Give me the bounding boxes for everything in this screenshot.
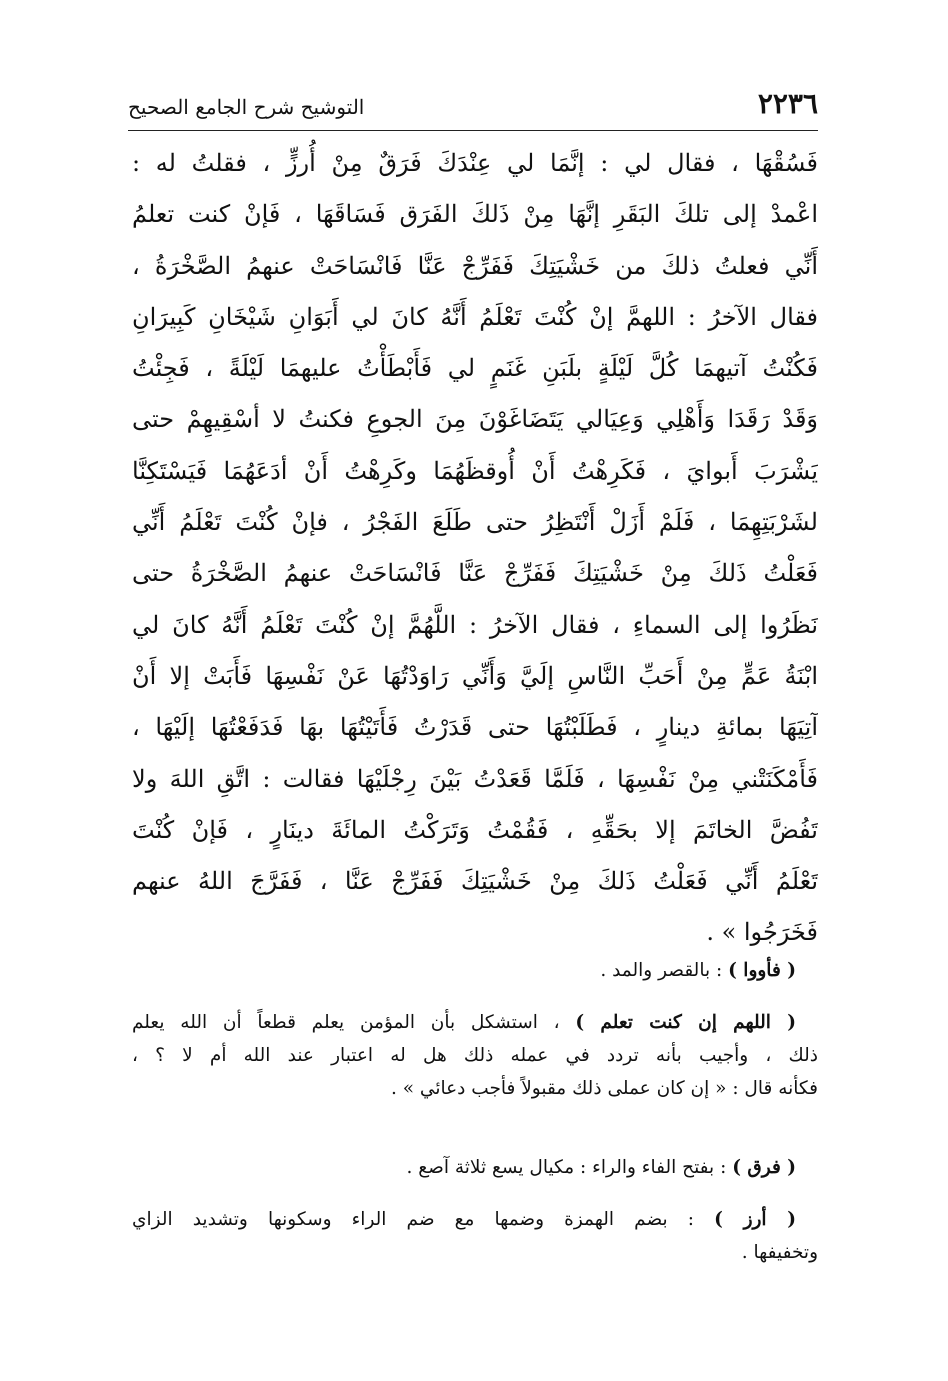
hadith-line: فَكُنْتُ آتيهمَا كُلَّ لَيْلَةٍ بلَبَنِ غَنَمٍ لي فَأَبْطَأْتُ عليهمَا لَيْلَةً ، فَجِئْتُ bbox=[132, 354, 818, 383]
note-text: ، استشكل بأن المؤمن يعلم قطعاً أن الله يعلم bbox=[132, 1012, 560, 1033]
note-text: : بضم الهمزة وضمها مع ضم الراء وسكونها وتشديد الزاي bbox=[132, 1209, 695, 1230]
commentary-note-fawaw bbox=[132, 954, 818, 987]
note-term: ( فرق ) bbox=[732, 1157, 796, 1178]
hadith-line: اعْمدْ إلى تلكَ البَقَرِ إنَّهَا مِنْ ذَلكَ الفَرَق فَسَاقَهَا ، فَإنْ كنت تعلمُ bbox=[132, 200, 818, 229]
hadith-line: أَنِّي فعلتُ ذلكَ من خَشْيَتِكَ فَفَرِّجْ عَنَّا فَانْسَاحَتْ عنهمُ الصَّخْرَةُ ، bbox=[132, 251, 818, 280]
note-term: ( أرز ) bbox=[714, 1209, 796, 1230]
note-term: ( فأووا ) bbox=[728, 960, 796, 981]
commentary-note-allahumma bbox=[132, 1006, 818, 1105]
hadith-line: وَقَدْ رَقَدَا وَأَهْلِي وَعِيَالي يَتَضَاغَوْنَ مِنَ الجوعِ فكنتُ لا أسْقِيهِمْ حتى bbox=[132, 405, 818, 434]
hadith-line: آتِيَهَا بمائةِ دينارٍ ، فَطَلَبْتُهَا حتى قَدَرْتُ فَأَتَيْتُهَا بهَا فَدَفَعْتُهَا إلَيْهَا ، bbox=[132, 713, 818, 742]
note-line: فكأنه قال : « إن كان عملى ذلك مقبولاً فأجب دعائي » . bbox=[390, 1078, 818, 1099]
hadith-line: تَفُضَّ الخاتَمَ إلا بحَقِّهِ ، فَقُمْتُ وَتَرَكْتُ المائَةَ دينَارٍ ، فَإنْ كُنْتَ bbox=[132, 815, 818, 844]
note-term: ( اللهم إن كنت تعلم ) bbox=[575, 1012, 796, 1033]
note-line: ذلك ، وأجيب بأنه تردد في عمله ذلك هل له اعتبار عند الله أم لا ؟ ، bbox=[132, 1045, 818, 1066]
hadith-line: فَسُقْهَا ، فقال لي : إنَّمَا لي عِنْدَكَ فَرَقٌ مِنْ أُرزٍّ ، فقلتُ له : bbox=[132, 149, 818, 177]
note-line: وتخفيفها . bbox=[741, 1242, 818, 1263]
page-header bbox=[128, 84, 818, 131]
note-line bbox=[132, 954, 818, 987]
note-text: : بالقصر والمد . bbox=[600, 960, 723, 981]
page-number: ٢٢٣٦ bbox=[757, 87, 818, 120]
commentary-note-aruzz bbox=[132, 1203, 818, 1269]
commentary-note-faraq bbox=[132, 1151, 818, 1184]
hadith-line: فَعَلْتُ ذَلكَ مِنْ خَشْيَتِكَ فَفَرِّجْ عَنَّا فَانْسَاحَتْ عنهمُ الصَّخْرَةُ حتى bbox=[132, 559, 818, 588]
hadith-line: نَظَرُوا إلى السماءِ ، فقال الآخرُ : اللَّهُمَّ إنْ كُنْتَ تَعْلَمُ أَنَّهُ كانَ لي bbox=[132, 610, 818, 639]
hadith-line: فَخَرَجُوا » . bbox=[706, 918, 818, 947]
note-line bbox=[132, 1203, 818, 1236]
running-title: التوشيح شرح الجامع الصحيح bbox=[128, 95, 365, 119]
hadith-line: يَشْرَبَ أَبوايَ ، فَكَرِهْتُ أَنْ أُوقظَهُمَا وكَرِهْتُ أَنْ أدَعَهُمَا فَيَسْتَكِنَّا bbox=[132, 456, 818, 485]
hadith-line: لشَرْبَتِهِمَا ، فَلَمْ أَزَلْ أَنْتَظِرُ حتى طَلَعَ الفَجْرُ ، فإنْ كُنْتَ تَعْلَمُ أَنِّي bbox=[132, 508, 818, 537]
hadith-text bbox=[132, 138, 818, 959]
note-line bbox=[132, 1006, 818, 1039]
note-line bbox=[132, 1151, 818, 1184]
note-text: : بفتح الفاء والراء : مكيال يسع ثلاثة آصع . bbox=[406, 1157, 727, 1178]
hadith-line: تَعْلَمُ أَنِّي فَعَلْتُ ذَلكَ مِنْ خَشْيَتِكَ فَفَرِّجْ عَنَّا ، فَفَرَّجَ اللهُ عنهم bbox=[132, 867, 818, 896]
hadith-line: فَأَمْكَنَتْني مِنْ نَفْسِهَا ، فَلَمَّا قَعَدْتُ بَيْنَ رِجْلَيْهَا فقالت : اتَّقِ اللهَ ولا bbox=[132, 764, 818, 793]
hadith-line: فقال الآخرُ : اللهمَّ إنْ كُنْتَ تَعْلَمُ أَنَّهُ كانَ لي أَبَوَانِ شَيْخَانِ كَبِيرَانِ bbox=[132, 302, 818, 331]
hadith-line: ابْنَةُ عَمٍّ مِنْ أَحَبِّ النَّاسِ إلَيَّ وَأَنِّي رَاوَدْتُهَا عَنْ نَفْسِهَا فَأَبَتْ إلا أَنْ bbox=[132, 661, 818, 690]
